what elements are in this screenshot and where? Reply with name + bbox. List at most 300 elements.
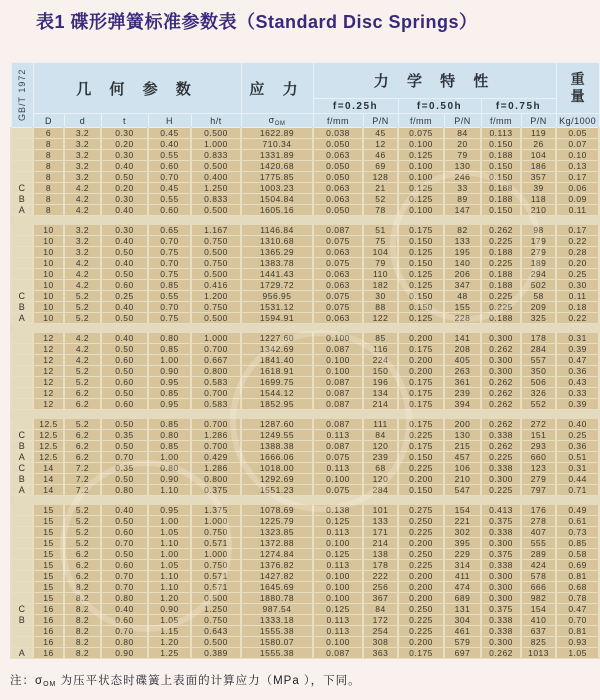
table-cell: 279 (521, 247, 556, 258)
table-cell: 0.087 (313, 419, 363, 430)
table-cell: 0.18 (556, 302, 599, 313)
table-cell: 0.20 (101, 139, 148, 150)
table-cell: 1531.12 (241, 302, 313, 313)
table-cell: 0.55 (148, 194, 191, 205)
table-cell: 1323.85 (241, 527, 313, 538)
footnote (10, 672, 361, 688)
table-cell: 0.100 (313, 355, 363, 366)
table-cell: 4.2 (64, 205, 101, 216)
table-cell: 154 (444, 505, 481, 516)
table-cell: 0.583 (191, 377, 241, 388)
table-cell: 0.175 (398, 388, 444, 399)
table-cell: 3.2 (64, 139, 101, 150)
table-cell: 0.100 (313, 593, 363, 604)
table-cell: 0.250 (398, 516, 444, 527)
table-cell: 214 (363, 399, 398, 410)
table-cell: 0.60 (101, 355, 148, 366)
table-cell: 5.2 (64, 291, 101, 302)
table-cell: 1880.78 (241, 593, 313, 604)
table-cell: 0.667 (191, 355, 241, 366)
table-cell: 12.5 (33, 430, 64, 441)
table-cell: 0.500 (191, 269, 241, 280)
table-cell: 189 (521, 258, 556, 269)
table-cell: 797 (521, 485, 556, 496)
table-cell: 0.68 (556, 582, 599, 593)
table-cell: 0.150 (398, 258, 444, 269)
table-cell: 0.225 (481, 302, 521, 313)
table-cell: 0.225 (398, 430, 444, 441)
table-cell: 210 (521, 205, 556, 216)
table-cell: 0.063 (313, 194, 363, 205)
table-cell: 79 (444, 150, 481, 161)
table-cell: 0.571 (191, 582, 241, 593)
table-cell: 0.200 (398, 538, 444, 549)
table-cell: 8.2 (64, 648, 101, 659)
table-cell: 1.20 (148, 593, 191, 604)
table-cell: 410 (521, 615, 556, 626)
table-cell: 239 (444, 388, 481, 399)
table-cell: 0.50 (101, 419, 148, 430)
table-cell: 30 (363, 291, 398, 302)
row-type-label (11, 538, 33, 549)
table-cell: 0.500 (191, 313, 241, 324)
row-type-label: A (11, 648, 33, 659)
footnote-sigma: σ (35, 675, 44, 687)
table-cell: 1.000 (191, 333, 241, 344)
table-cell: 1622.89 (241, 128, 313, 139)
table-cell: 0.338 (481, 527, 521, 538)
table-cell: 1287.60 (241, 419, 313, 430)
table-cell: 0.25 (556, 430, 599, 441)
table-cell: 82 (444, 225, 481, 236)
table-cell: 552 (521, 399, 556, 410)
table-cell: 0.175 (398, 648, 444, 659)
table-cell: 0.40 (101, 333, 148, 344)
table-cell: 16 (33, 615, 64, 626)
table-cell: 279 (521, 474, 556, 485)
table-row (11, 236, 599, 247)
table-cell: 222 (363, 571, 398, 582)
table-cell: 284 (363, 485, 398, 496)
table-cell: 0.200 (398, 333, 444, 344)
table-cell: 0.750 (191, 236, 241, 247)
table-cell: 1.10 (148, 582, 191, 593)
table-cell: 0.100 (313, 333, 363, 344)
table-row (11, 333, 599, 344)
row-type-label: B (11, 474, 33, 485)
table-cell: 8 (33, 139, 64, 150)
table-cell: 0.150 (398, 485, 444, 496)
row-type-label: C (11, 183, 33, 194)
row-type-label (11, 377, 33, 388)
table-cell: 0.90 (148, 604, 191, 615)
table-cell: 0.063 (313, 247, 363, 258)
table-cell: 104 (521, 150, 556, 161)
table-cell: 0.300 (481, 474, 521, 485)
table-cell: 228 (444, 313, 481, 324)
table-cell: 0.47 (556, 355, 599, 366)
table-cell: 666 (521, 582, 556, 593)
row-type-label: B (11, 615, 33, 626)
table-row (11, 183, 599, 194)
table-cell: 14 (33, 474, 64, 485)
table-cell: 0.200 (398, 637, 444, 648)
table-cell: 0.40 (101, 302, 148, 313)
table-cell: 4.2 (64, 194, 101, 205)
table-row (11, 527, 599, 538)
disc-spring-table (10, 62, 600, 659)
table-cell: 0.225 (398, 626, 444, 637)
table-cell: 0.60 (101, 377, 148, 388)
table-cell: 0.250 (398, 604, 444, 615)
table-row (11, 571, 599, 582)
table-cell: 52 (363, 194, 398, 205)
table-cell: 1504.84 (241, 194, 313, 205)
table-cell: 0.700 (191, 344, 241, 355)
table-cell: 0.300 (481, 637, 521, 648)
footnote-prefix: 注： (10, 675, 35, 687)
table-cell: 302 (444, 527, 481, 538)
table-cell: 506 (521, 377, 556, 388)
table-cell: 0.275 (398, 505, 444, 516)
table-cell: 272 (521, 419, 556, 430)
table-cell: 0.35 (101, 463, 148, 474)
table-cell: 58 (521, 291, 556, 302)
table-cell: 0.075 (313, 236, 363, 247)
table-cell: 987.54 (241, 604, 313, 615)
table-cell: 134 (363, 388, 398, 399)
table-cell: 0.075 (313, 485, 363, 496)
header-mechanical: 力 学 特 性 (313, 63, 556, 99)
table-cell: 326 (521, 388, 556, 399)
table-cell: 0.300 (481, 333, 521, 344)
table-row (11, 399, 599, 410)
table-cell: 0.30 (101, 128, 148, 139)
row-type-label (11, 258, 33, 269)
table-row (11, 291, 599, 302)
table-row (11, 452, 599, 463)
table-row (11, 161, 599, 172)
row-type-label: A (11, 485, 33, 496)
table-row (11, 582, 599, 593)
table-cell: 0.500 (191, 247, 241, 258)
table-cell: 0.063 (313, 150, 363, 161)
table-row (11, 538, 599, 549)
table-cell: 0.087 (313, 388, 363, 399)
row-type-label (11, 505, 33, 516)
table-cell: 15 (33, 516, 64, 527)
table-cell: 0.100 (313, 474, 363, 485)
table-cell: 0.338 (481, 560, 521, 571)
row-type-label (11, 161, 33, 172)
table-cell: 0.188 (481, 247, 521, 258)
table-cell: 0.73 (556, 527, 599, 538)
table-cell: 0.50 (101, 269, 148, 280)
table-cell: 1555.38 (241, 626, 313, 637)
table-cell: 689 (444, 593, 481, 604)
table-cell: 179 (521, 236, 556, 247)
row-type-label (11, 225, 33, 236)
table-cell: 0.250 (398, 549, 444, 560)
table-cell: 0.300 (481, 593, 521, 604)
table-cell: 0.700 (191, 419, 241, 430)
table-cell: 46 (363, 150, 398, 161)
table-cell: 0.36 (556, 441, 599, 452)
table-cell: 0.338 (481, 626, 521, 637)
table-cell: 106 (444, 463, 481, 474)
table-cell: 461 (444, 626, 481, 637)
table-cell: 0.75 (148, 247, 191, 258)
table-cell: 0.413 (481, 505, 521, 516)
table-cell: 0.225 (398, 615, 444, 626)
table-cell: 1605.16 (241, 205, 313, 216)
table-cell: 579 (444, 637, 481, 648)
table-cell: 69 (363, 161, 398, 172)
table-cell: 0.300 (481, 366, 521, 377)
table-cell: 3.2 (64, 128, 101, 139)
table-cell: 0.90 (148, 474, 191, 485)
table-cell: 1.000 (191, 516, 241, 527)
table-cell: 0.60 (148, 161, 191, 172)
table-cell: 0.125 (398, 150, 444, 161)
table-cell: 75 (363, 236, 398, 247)
table-cell: 0.833 (191, 150, 241, 161)
table-cell: 150 (363, 366, 398, 377)
table-cell: 0.40 (101, 258, 148, 269)
table-cell: 0.22 (556, 313, 599, 324)
table-cell: 0.60 (101, 527, 148, 538)
header-f-050h: f=0.50h (398, 99, 481, 114)
table-cell: 8.2 (64, 615, 101, 626)
table-cell: 224 (363, 355, 398, 366)
table-cell: 33 (444, 183, 481, 194)
table-cell: 0.28 (556, 247, 599, 258)
table-cell: 1292.69 (241, 474, 313, 485)
table-row (11, 637, 599, 648)
table-cell: 1.05 (148, 527, 191, 538)
table-cell: 0.60 (101, 615, 148, 626)
table-cell: 8 (33, 172, 64, 183)
table-cell: 5.2 (64, 302, 101, 313)
row-type-label (11, 516, 33, 527)
table-cell: 0.150 (481, 161, 521, 172)
table-cell: 0.063 (313, 280, 363, 291)
table-cell: 147 (444, 205, 481, 216)
table-cell: 12 (33, 399, 64, 410)
row-type-label (11, 549, 33, 560)
table-cell: 78 (363, 205, 398, 216)
sigma-subscript: OM (274, 120, 286, 127)
table-cell: 10 (33, 291, 64, 302)
table-cell: 1699.75 (241, 377, 313, 388)
table-cell: 45 (363, 128, 398, 139)
row-type-label: A (11, 452, 33, 463)
table-row (11, 225, 599, 236)
table-cell: 0.78 (556, 593, 599, 604)
table-row (11, 313, 599, 324)
table-cell: 0.050 (313, 205, 363, 216)
table-cell: 1.10 (148, 538, 191, 549)
table-cell: 123 (521, 463, 556, 474)
table-cell: 0.81 (556, 571, 599, 582)
table-cell: 0.300 (481, 582, 521, 593)
table-cell: 0.200 (398, 593, 444, 604)
table-cell: 0.087 (313, 648, 363, 659)
table-cell: 0.50 (101, 247, 148, 258)
table-cell: 0.100 (313, 366, 363, 377)
table-cell: 5.2 (64, 505, 101, 516)
table-cell: 0.113 (313, 626, 363, 637)
table-row (11, 205, 599, 216)
table-cell: 0.188 (481, 269, 521, 280)
table-cell: 0.100 (398, 139, 444, 150)
row-type-label (11, 172, 33, 183)
table-cell: 1.05 (148, 615, 191, 626)
table-cell: 0.80 (101, 637, 148, 648)
table-cell: 0.188 (481, 194, 521, 205)
table-cell: 1003.23 (241, 183, 313, 194)
table-cell: 1388.38 (241, 441, 313, 452)
table-cell: 1.05 (148, 560, 191, 571)
table-cell: 12 (33, 355, 64, 366)
table-cell: 0.375 (191, 485, 241, 496)
table-cell: 1.250 (191, 183, 241, 194)
table-row (11, 258, 599, 269)
table-cell: 0.150 (398, 236, 444, 247)
table-row (11, 505, 599, 516)
row-type-label: A (11, 205, 33, 216)
row-type-label (11, 236, 33, 247)
table-cell: 8 (33, 161, 64, 172)
table-cell: 3.2 (64, 172, 101, 183)
table-cell: 0.113 (313, 560, 363, 571)
table-row (11, 430, 599, 441)
table-cell: 0.375 (481, 549, 521, 560)
table-cell: 357 (521, 172, 556, 183)
table-cell: 5.2 (64, 366, 101, 377)
table-row (11, 366, 599, 377)
row-type-label (11, 269, 33, 280)
table-cell: 0.643 (191, 626, 241, 637)
table-cell: 347 (444, 280, 481, 291)
table-cell: 6.2 (64, 441, 101, 452)
table-cell: 0.65 (148, 225, 191, 236)
table-cell: 0.100 (398, 205, 444, 216)
table-cell: 557 (521, 355, 556, 366)
table-cell: 138 (363, 549, 398, 560)
row-type-label (11, 366, 33, 377)
table-cell: 0.35 (101, 430, 148, 441)
table-cell: 0.17 (556, 172, 599, 183)
table-cell: 1225.79 (241, 516, 313, 527)
table-cell: 1.167 (191, 225, 241, 236)
table-cell: 1551.23 (241, 485, 313, 496)
col-D: D (33, 114, 64, 128)
table-cell: 0.70 (101, 571, 148, 582)
table-cell: 14 (33, 463, 64, 474)
table-cell: 4.2 (64, 258, 101, 269)
table-cell: 1427.82 (241, 571, 313, 582)
table-cell: 0.225 (481, 236, 521, 247)
table-cell: 0.571 (191, 538, 241, 549)
table-cell: 0.416 (191, 280, 241, 291)
table-cell: 151 (521, 430, 556, 441)
row-type-label (11, 247, 33, 258)
table-cell: 0.11 (556, 291, 599, 302)
table-cell: 0.125 (398, 313, 444, 324)
table-cell: 0.125 (398, 280, 444, 291)
table-cell: 172 (363, 615, 398, 626)
table-cell: 0.55 (148, 291, 191, 302)
table-cell: 12 (33, 333, 64, 344)
table-cell: 0.087 (313, 399, 363, 410)
table-cell: 0.225 (481, 258, 521, 269)
table-cell: 0.100 (313, 637, 363, 648)
table-cell: 171 (363, 527, 398, 538)
table-cell: 119 (521, 128, 556, 139)
table-cell: 8 (33, 150, 64, 161)
table-cell: 12 (33, 344, 64, 355)
table-cell: 0.300 (481, 571, 521, 582)
table-cell: 0.750 (191, 258, 241, 269)
table-cell: 12 (33, 366, 64, 377)
table-cell: 6 (33, 128, 64, 139)
table-cell: 210 (444, 474, 481, 485)
table-cell: 4.2 (64, 333, 101, 344)
table-cell: 6.2 (64, 399, 101, 410)
table-cell: 0.700 (191, 388, 241, 399)
table-cell: 0.225 (398, 560, 444, 571)
table-cell: 0.050 (313, 139, 363, 150)
table-cell: 8.2 (64, 582, 101, 593)
table-cell: 116 (363, 344, 398, 355)
table-cell: 0.75 (148, 269, 191, 280)
table-cell: 256 (363, 582, 398, 593)
table-cell: 88 (363, 302, 398, 313)
table-cell: 1342.69 (241, 344, 313, 355)
table-cell: 79 (363, 258, 398, 269)
table-cell: 5.2 (64, 313, 101, 324)
table-body (11, 128, 599, 659)
table-cell: 0.45 (148, 183, 191, 194)
table-cell: 7.2 (64, 463, 101, 474)
table-cell: 215 (444, 441, 481, 452)
table-cell: 0.175 (398, 399, 444, 410)
table-cell: 5.2 (64, 527, 101, 538)
table-cell: 0.30 (101, 225, 148, 236)
table-cell: 0.47 (556, 604, 599, 615)
table-cell: 10 (33, 280, 64, 291)
row-type-label (11, 571, 33, 582)
table-cell: 12.5 (33, 452, 64, 463)
table-row (11, 516, 599, 527)
table-cell: 0.60 (101, 560, 148, 571)
table-cell: 0.13 (556, 161, 599, 172)
table-cell: 15 (33, 571, 64, 582)
table-cell: 15 (33, 549, 64, 560)
table-cell: 133 (363, 516, 398, 527)
table-cell: 229 (444, 549, 481, 560)
table-cell: 0.262 (481, 648, 521, 659)
table-cell: 825 (521, 637, 556, 648)
sigma-symbol: σ (268, 114, 275, 125)
table-cell: 8 (33, 205, 64, 216)
table-cell: 0.90 (148, 366, 191, 377)
table-cell: 0.31 (556, 333, 599, 344)
table-cell: 0.188 (481, 150, 521, 161)
table-cell: 0.60 (101, 280, 148, 291)
table-cell: 104 (363, 247, 398, 258)
